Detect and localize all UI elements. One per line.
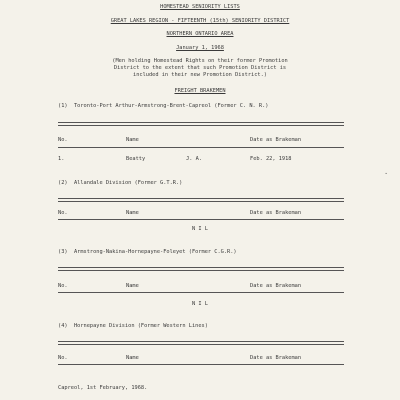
column-header-date: Date as Brakeman bbox=[250, 210, 302, 216]
column-header-no: No. bbox=[58, 283, 68, 289]
table-rule bbox=[58, 219, 344, 220]
table-rule bbox=[58, 198, 344, 199]
nil-entry: N I L bbox=[192, 301, 208, 307]
table-rule bbox=[58, 364, 344, 365]
division-title: (2) Allandale Division (Former G.T.R.) bbox=[58, 180, 183, 186]
column-header-no: No. bbox=[58, 137, 68, 143]
row-number: 1. bbox=[58, 156, 65, 162]
column-header-no: No. bbox=[58, 210, 68, 216]
table-rule bbox=[58, 344, 344, 345]
column-header-name: Name bbox=[126, 210, 139, 216]
table-rule bbox=[58, 125, 344, 126]
column-header-date: Date as Brakeman bbox=[250, 137, 302, 143]
column-header-name: Name bbox=[126, 283, 139, 289]
table-rule bbox=[58, 270, 344, 271]
column-header-no: No. bbox=[58, 355, 68, 361]
region-heading: GREAT LAKES REGION - FIFTEENTH (15th) SENIORITY DISTRICT bbox=[110, 18, 290, 24]
row-initials: J. A. bbox=[186, 156, 202, 162]
nil-entry: N I L bbox=[192, 226, 208, 232]
division-title: (3) Armstrong-Nakina-Hornepayne-Foleyet (Former C.G.R.) bbox=[58, 249, 237, 255]
section-title: FREIGHT BRAKEMEN bbox=[174, 88, 226, 94]
table-rule bbox=[58, 147, 344, 148]
list-title: HOMESTEAD SENIORITY LISTS bbox=[160, 4, 240, 10]
table-rule bbox=[58, 122, 344, 123]
column-header-name: Name bbox=[126, 355, 139, 361]
column-header-date: Date as Brakeman bbox=[250, 283, 302, 289]
table-rule bbox=[58, 201, 344, 202]
table-rule bbox=[58, 341, 344, 342]
margin-mark: · bbox=[384, 170, 389, 178]
list-date: January 1, 1968 bbox=[176, 45, 224, 51]
row-surname: Beatty bbox=[126, 156, 146, 162]
note-line: (Men holding Homestead Rights on their former Promotion bbox=[112, 58, 288, 64]
row-date: Feb. 22, 1918 bbox=[250, 156, 292, 162]
note-line: District to the extent that such Promotion District is bbox=[113, 65, 287, 71]
column-header-date: Date as Brakeman bbox=[250, 355, 302, 361]
column-header-name: Name bbox=[126, 137, 139, 143]
area-heading: NORTHERN ONTARIO AREA bbox=[166, 31, 234, 37]
table-rule bbox=[58, 292, 344, 293]
footer-date-line: Capreol, 1st February, 1968. bbox=[58, 385, 148, 391]
division-title: (4) Hornepayne Division (Former Western Lines) bbox=[58, 323, 208, 329]
table-rule bbox=[58, 267, 344, 268]
note-line: included in their new Promotion District.) bbox=[133, 72, 267, 78]
division-title: (1) Toronto-Port Arthur-Armstrong-Brent-Capreol (Former C. N. R.) bbox=[58, 103, 269, 109]
